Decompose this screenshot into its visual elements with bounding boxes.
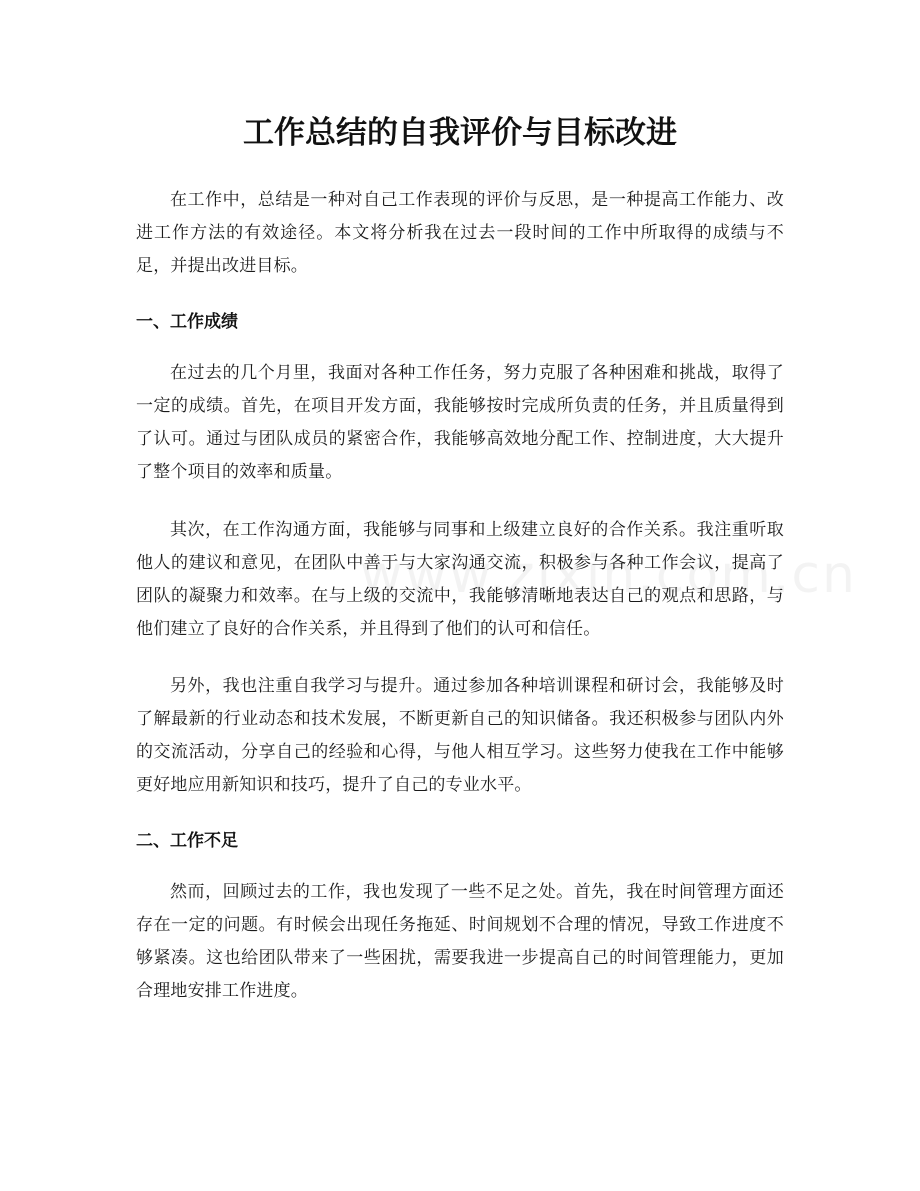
section-heading-shortcomings: 二、工作不足 <box>136 831 238 851</box>
shortcomings-paragraph-1: 然而，回顾过去的工作，我也发现了一些不足之处。首先，我在时间管理方面还存在一定的问题。有时候会出现任务拖延、时间规划不合理的情况，导致工作进度不够紧凑。这也给团队带来了一些困扰，需要我进一步提高自己的时间管理能力，更加合理地安排工作进度。 <box>136 882 784 1001</box>
achievements-paragraph-2: 其次，在工作沟通方面，我能够与同事和上级建立良好的合作关系。我注重听取他人的建议和意见，在团队中善于与大家沟通交流，积极参与各种工作会议，提高了团队的凝聚力和效率。在与上级的交流中，我能够清晰地表达自己的观点和思路，与他们建立了良好的合作关系，并且得到了他们的认可和信任。 <box>136 520 784 639</box>
page-title: 工作总结的自我评价与目标改进 <box>243 115 677 151</box>
achievements-paragraph-1: 在过去的几个月里，我面对各种工作任务，努力克服了各种困难和挑战，取得了一定的成绩。首先，在项目开发方面，我能够按时完成所负责的任务，并且质量得到了认可。通过与团队成员的紧密合作，我能够高效地分配工作、控制进度，大大提升了整个项目的效率和质量。 <box>136 363 784 482</box>
intro-paragraph: 在工作中，总结是一种对自己工作表现的评价与反思，是一种提高工作能力、改进工作方法的有效途径。本文将分析我在过去一段时间的工作中所取得的成绩与不足，并提出改进目标。 <box>136 190 784 276</box>
achievements-paragraph-3: 另外，我也注重自我学习与提升。通过参加各种培训课程和研讨会，我能够及时了解最新的行业动态和技术发展，不断更新自己的知识储备。我还积极参与团队内外的交流活动，分享自己的经验和心得，与他人相互学习。这些努力使我在工作中能够更好地应用新知识和技巧，提升了自己的专业水平。 <box>136 676 784 795</box>
section-heading-achievements: 一、工作成绩 <box>136 312 238 332</box>
